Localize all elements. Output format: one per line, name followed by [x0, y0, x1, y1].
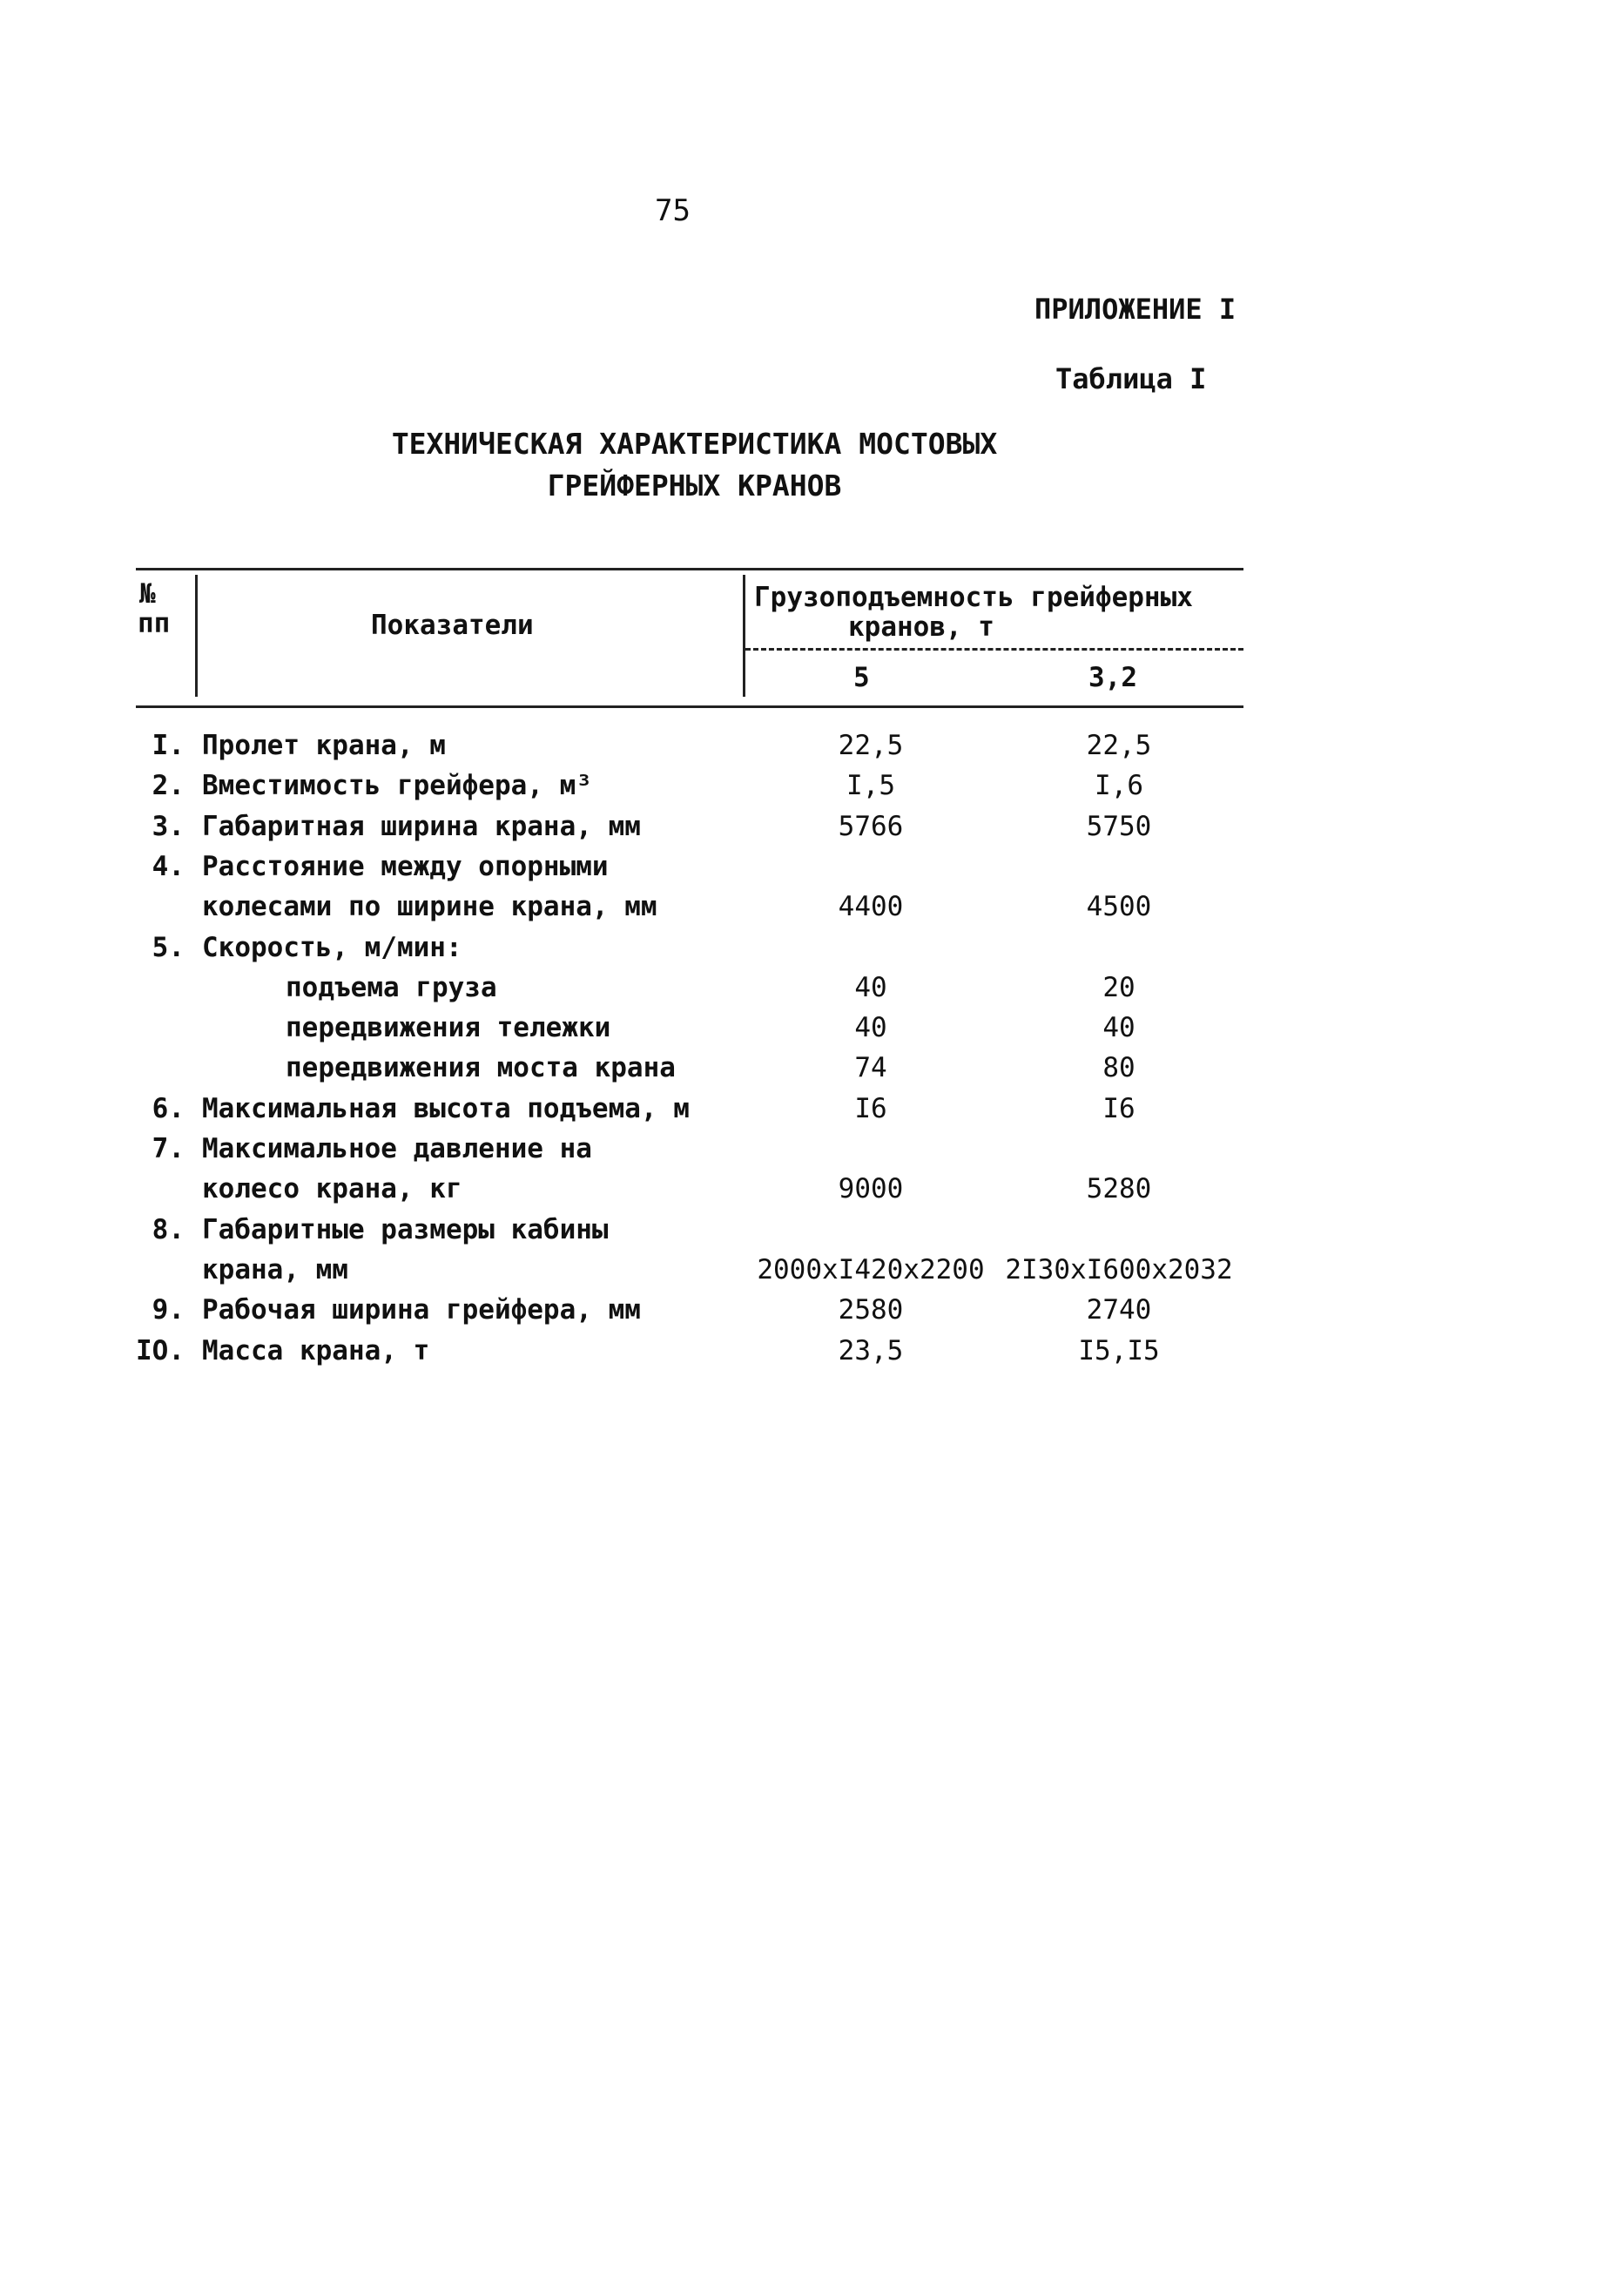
row-indicator: Скорость, м/мин: — [202, 931, 462, 963]
header-capacity-line-2: кранов, т — [848, 611, 994, 643]
value-capacity-3-2: 20 — [1102, 971, 1135, 1003]
value-capacity-3-2: 2I30хI600х2032 — [1005, 1253, 1233, 1285]
value-capacity-3-2: 22,5 — [1086, 730, 1152, 761]
value-capacity-5: 5766 — [838, 810, 904, 842]
row-number: 7. — [152, 1133, 185, 1164]
value-capacity-5: 22,5 — [838, 730, 904, 761]
row-indicator: крана, мм — [202, 1253, 348, 1285]
header-divider-1 — [195, 575, 198, 697]
row-indicator: подъема груза — [286, 971, 497, 1003]
value-capacity-5: 23,5 — [838, 1334, 904, 1366]
row-number: 2. — [152, 770, 185, 802]
table-title-line-2: ГРЕЙФЕРНЫХ КРАНОВ — [547, 469, 842, 503]
row-indicator: Пролет крана, м — [202, 730, 446, 761]
table-label: Таблица I — [1055, 362, 1207, 395]
value-capacity-3-2: 4500 — [1086, 891, 1152, 923]
row-indicator: Габаритная ширина крана, мм — [202, 810, 641, 842]
row-number: 5. — [152, 931, 185, 963]
row-number: 6. — [152, 1092, 185, 1124]
value-capacity-3-2: 80 — [1102, 1052, 1135, 1084]
table-title-line-1: ТЕХНИЧЕСКАЯ ХАРАКТЕРИСТИКА МОСТОВЫХ — [391, 427, 998, 461]
value-capacity-5: 40 — [854, 971, 887, 1003]
header-divider-2 — [743, 575, 745, 697]
row-indicator: передвижения моста крана — [286, 1052, 676, 1084]
value-capacity-5: 2000хI420х2200 — [757, 1253, 985, 1285]
value-capacity-5: 9000 — [838, 1173, 904, 1205]
row-indicator: Масса крана, т — [202, 1334, 430, 1366]
header-bottom-rule — [136, 705, 1243, 708]
row-number: IO. — [136, 1334, 185, 1366]
value-capacity-3-2: 5750 — [1086, 810, 1152, 842]
value-capacity-5: 40 — [854, 1012, 887, 1044]
header-col-5: 5 — [853, 662, 870, 693]
header-top-rule — [136, 568, 1243, 570]
row-number: 3. — [152, 810, 185, 842]
value-capacity-5: I,5 — [846, 770, 895, 802]
header-num-line-2: пп — [138, 608, 171, 639]
value-capacity-3-2: I6 — [1102, 1092, 1135, 1124]
value-capacity-5: 74 — [854, 1052, 887, 1084]
value-capacity-5: I6 — [854, 1092, 887, 1124]
value-capacity-3-2: 40 — [1102, 1012, 1135, 1044]
value-capacity-5: 4400 — [838, 891, 904, 923]
appendix-label: ПРИЛОЖЕНИЕ I — [1034, 293, 1237, 326]
row-indicator: Максимальная высота подъема, м — [202, 1092, 690, 1124]
header-sub-rule — [745, 648, 1243, 651]
header-col-3-2: 3,2 — [1088, 662, 1137, 693]
row-number: 4. — [152, 850, 185, 882]
header-num-line-1: № — [139, 578, 156, 610]
header-capacity-line-1: Грузоподъемность грейферных — [754, 582, 1193, 613]
page-number: 75 — [655, 193, 691, 228]
row-indicator: Вместимость грейфера, м³ — [202, 770, 592, 802]
row-indicator: колесами по ширине крана, мм — [202, 891, 657, 923]
row-indicator: Максимальное давление на — [202, 1133, 592, 1164]
row-indicator: Расстояние между опорными — [202, 850, 609, 882]
header-indicators: Показатели — [371, 610, 534, 641]
value-capacity-3-2: I,6 — [1095, 770, 1143, 802]
row-number: 8. — [152, 1213, 185, 1245]
value-capacity-3-2: 2740 — [1086, 1294, 1152, 1326]
value-capacity-3-2: 5280 — [1086, 1173, 1152, 1205]
value-capacity-3-2: I5,I5 — [1078, 1334, 1160, 1366]
value-capacity-5: 2580 — [838, 1294, 904, 1326]
row-indicator: передвижения тележки — [286, 1012, 611, 1044]
row-indicator: колесо крана, кг — [202, 1173, 462, 1205]
row-number: I. — [152, 730, 185, 761]
row-indicator: Габаритные размеры кабины — [202, 1213, 609, 1245]
row-indicator: Рабочая ширина грейфера, мм — [202, 1294, 641, 1326]
row-number: 9. — [152, 1294, 185, 1326]
